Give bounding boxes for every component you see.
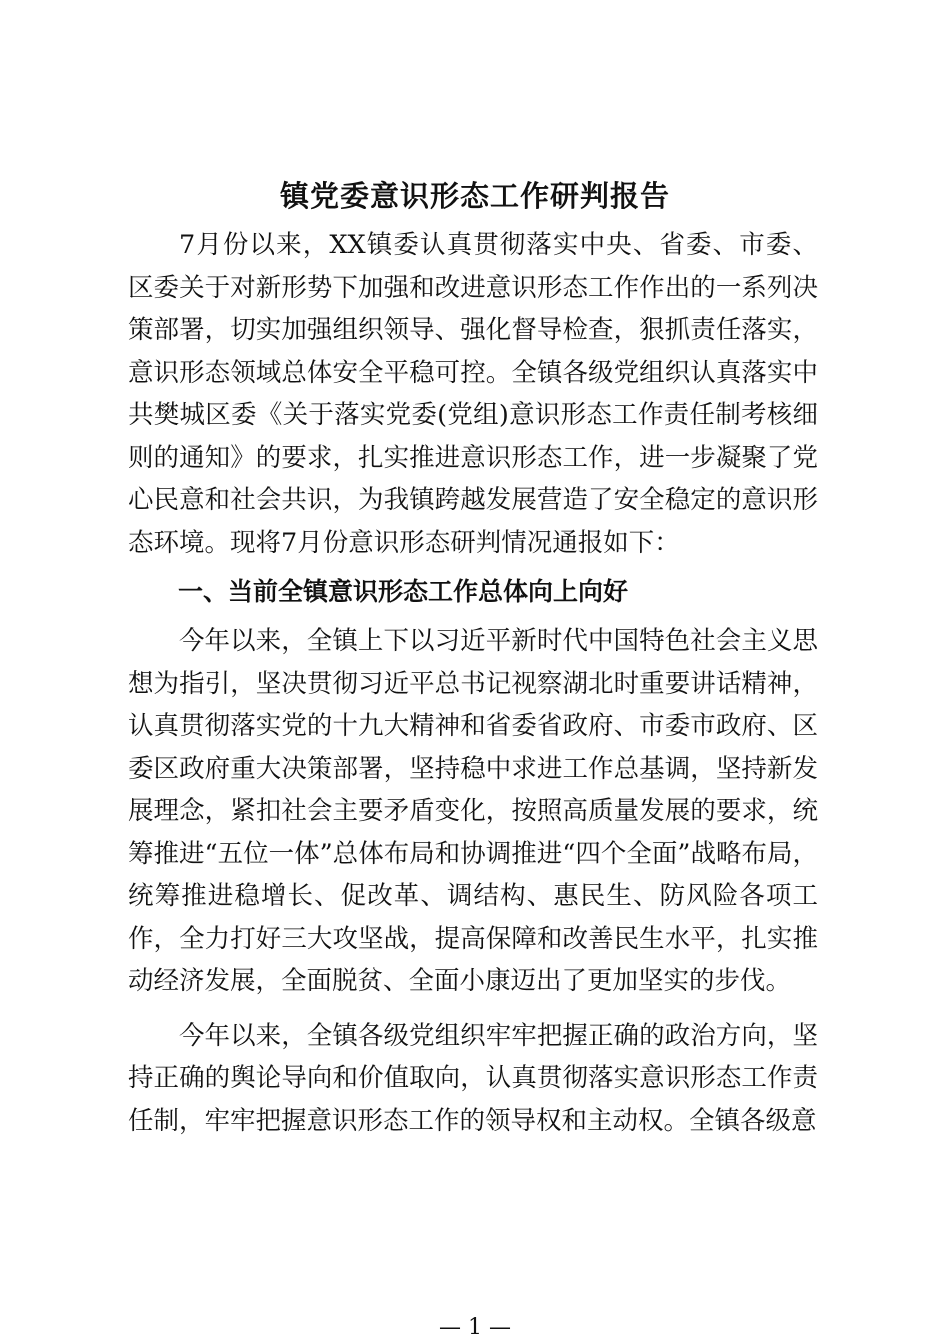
document-body [128,224,818,1142]
section-1-heading: 一、当前全镇意识形态工作总体向上向好 [178,577,629,606]
section-1-paragraph-1: 今年以来，全镇上下以习近平新时代中国特色社会主义思想为指引，坚决贯彻习近平总书记视察湖北时重要讲话精神，认真贯彻落实党的十九大精神和省委省政府、市委市政府、区委区政府重大决策部署，坚持稳中求进工作总基调，坚持新发展理念，紧扣社会主要矛盾变化，按照高质量发展的要求，统筹推进“五位一体”总体布局和协调推进“四个全面”战略布局，统筹推进稳增长、促改革、调结构、惠民生、防风险各项工作，全力打好三大攻坚战，提高保障和改善民生水平，扎实推动经济发展，全面脱贫、全面小康迈出了更加坚实的步伐。 [128,626,818,996]
page-title: 镇党委意识形态工作研判报告 [279,179,670,213]
page-number: — 1 — [439,1315,511,1340]
section-1-paragraph-2: 今年以来，全镇各级党组织牢牢把握正确的政治方向，坚持正确的舆论导向和价值取向，认真贯彻落实意识形态工作责任制，牢牢把握意识形态工作的领导权和主动权。全镇各级意 [128,1020,818,1136]
intro-paragraph: 7月份以来，XX镇委认真贯彻落实中央、省委、市委、区委关于对新形势下加强和改进意识形态工作作出的一系列决策部署，切实加强组织领导、强化督导检查，狠抓责任落实，意识形态领域总体安全平稳可控。全镇各级党组织认真落实中共樊城区委《关于落实党委(党组)意识形态工作责任制考核细则的通知》的要求，扎实推进意识形态工作，进一步凝聚了党心民意和社会共识，为我镇跨越发展营造了安全稳定的意识形态环境。现将7月份意识形态研判情况通报如下： [128,230,818,558]
